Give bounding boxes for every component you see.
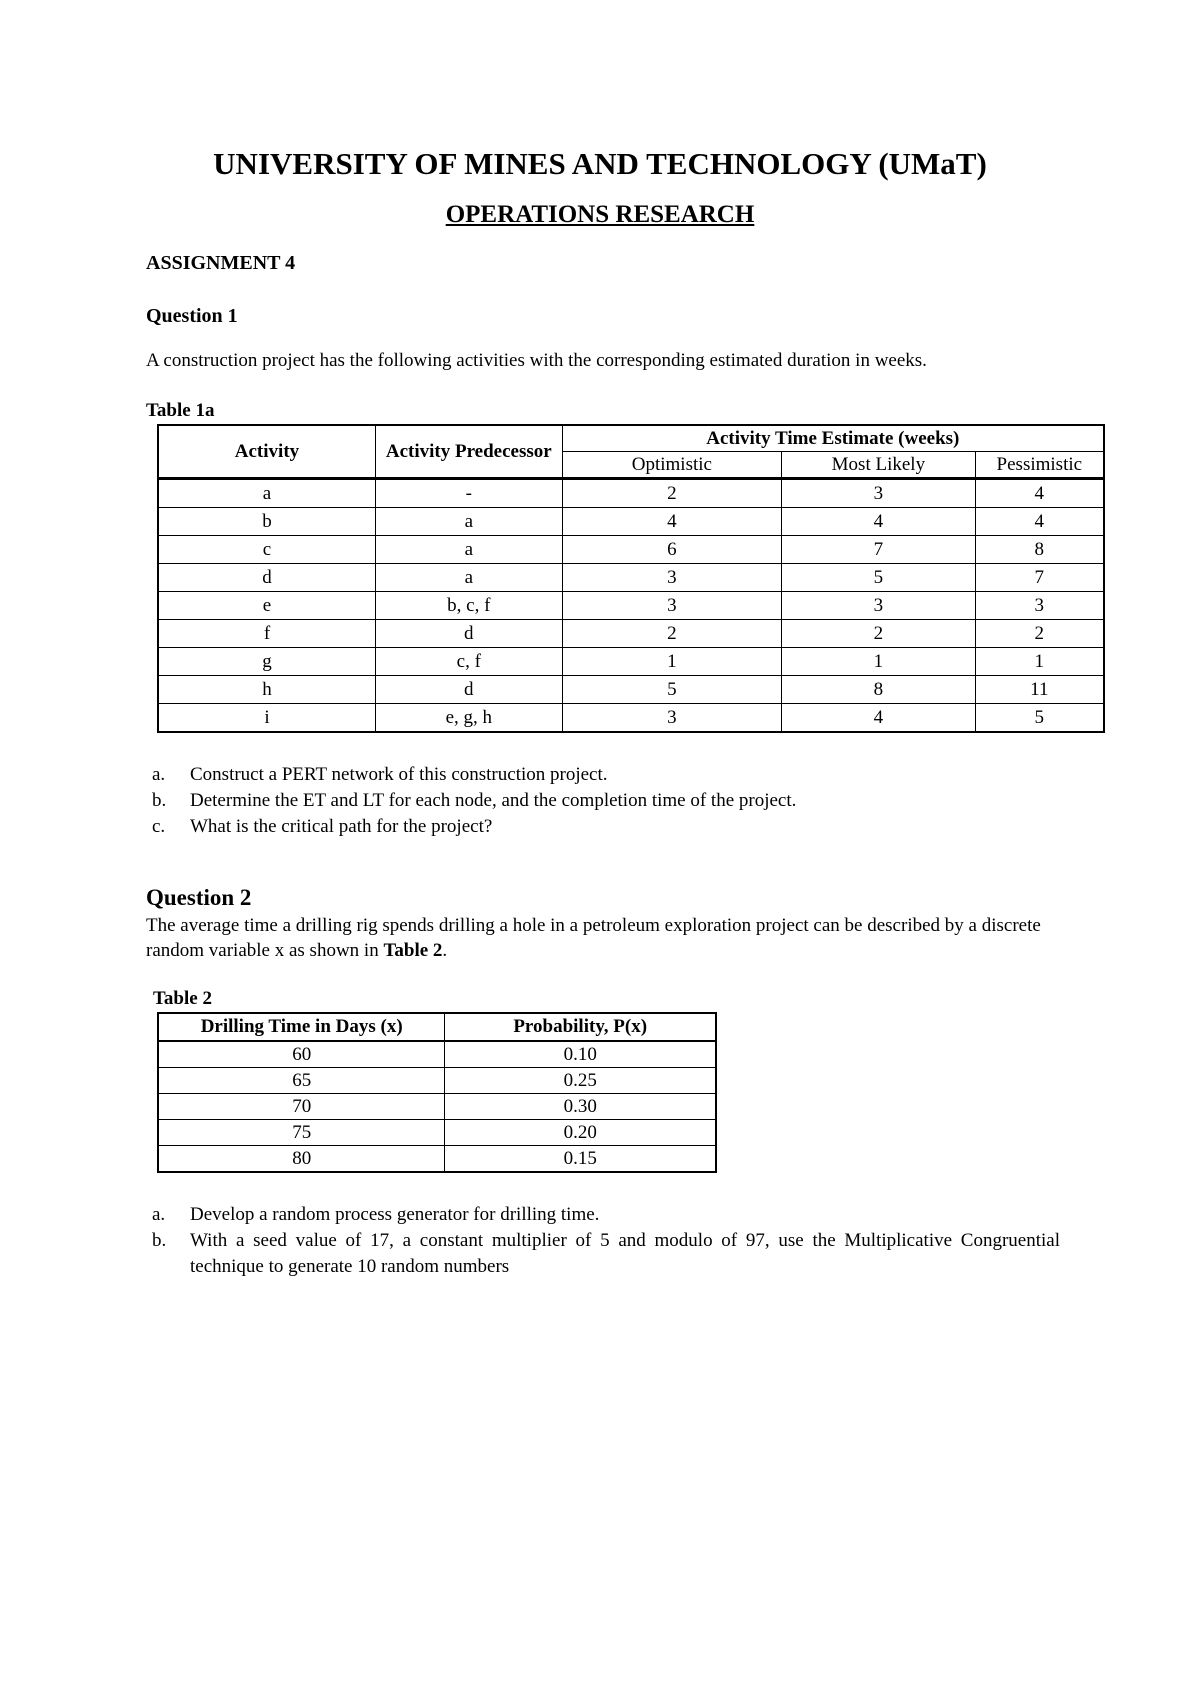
table-cell: i (158, 704, 375, 733)
question-2-intro-end: . (442, 940, 448, 961)
question-1-items (152, 762, 796, 840)
table-cell: 0.20 (445, 1120, 716, 1146)
table-cell: 8 (782, 676, 975, 704)
question-1-intro: A construction project has the following activities with the corresponding estimated duration in weeks. (146, 350, 927, 371)
table-cell: 75 (158, 1120, 445, 1146)
list-item-label: c. (152, 816, 166, 837)
list-item-text: With a seed value of 17, a constant multiplier of 5 and modulo of 97, use the Multiplicative Congruential technique to generate 10 random numbers (190, 1230, 1060, 1277)
header-time-estimate: Activity Time Estimate (weeks) (562, 425, 1104, 452)
activity-row (158, 479, 1104, 508)
list-item-text: Develop a random process generator for drilling time. (190, 1204, 600, 1225)
table-cell: a (375, 564, 562, 592)
table-cell: 11 (975, 676, 1104, 704)
table-cell: 1 (562, 648, 782, 676)
drilling-row (158, 1120, 716, 1146)
university-title: UNIVERSITY OF MINES AND TECHNOLOGY (UMaT) (213, 146, 987, 181)
table-cell: 1 (975, 648, 1104, 676)
activity-row (158, 508, 1104, 536)
header-predecessor: Activity Predecessor (375, 425, 562, 479)
table-cell: d (375, 676, 562, 704)
table-cell: 2 (562, 620, 782, 648)
table-cell: f (158, 620, 375, 648)
activity-row (158, 536, 1104, 564)
table-cell: 3 (782, 592, 975, 620)
table-cell: d (158, 564, 375, 592)
list-item-text: Determine the ET and LT for each node, and the completion time of the project. (190, 790, 797, 811)
table-cell: h (158, 676, 375, 704)
question-1-title: Question 1 (146, 305, 238, 327)
table-cell: 4 (782, 508, 975, 536)
table-cell: 0.15 (445, 1146, 716, 1173)
question-2-intro-text: The average time a drilling rig spends drilling a hole in a petroleum exploration project can be described by a discrete random variable x as shown in (146, 915, 1041, 961)
drilling-row (158, 1041, 716, 1068)
list-item-label: a. (152, 764, 166, 785)
table-cell: 7 (782, 536, 975, 564)
table-cell: 4 (975, 508, 1104, 536)
table-cell: g (158, 648, 375, 676)
table-cell: 2 (562, 479, 782, 508)
list-item (152, 814, 796, 840)
table-cell: 4 (562, 508, 782, 536)
table-2-caption: Table 2 (153, 988, 212, 1009)
table-cell: 5 (975, 704, 1104, 733)
table-cell: 1 (782, 648, 975, 676)
table-cell: 3 (975, 592, 1104, 620)
question-2-intro (146, 913, 1066, 963)
table-cell: 0.25 (445, 1068, 716, 1094)
table-cell: a (375, 536, 562, 564)
table-cell: e (158, 592, 375, 620)
assignment-title: ASSIGNMENT 4 (146, 252, 296, 274)
list-item-label: b. (152, 1230, 167, 1251)
activity-row (158, 620, 1104, 648)
activity-table (157, 424, 1105, 733)
list-item (152, 1202, 1060, 1228)
list-item-text: What is the critical path for the project? (190, 816, 493, 837)
table-cell: 0.10 (445, 1041, 716, 1068)
header-optimistic: Optimistic (562, 452, 782, 479)
header-drilling-time: Drilling Time in Days (x) (158, 1013, 445, 1041)
table-cell: b (158, 508, 375, 536)
list-item-label: b. (152, 790, 167, 811)
drilling-row (158, 1146, 716, 1173)
table-cell: 5 (782, 564, 975, 592)
activity-row (158, 592, 1104, 620)
question-2-table-ref: Table 2 (383, 940, 443, 961)
course-title: OPERATIONS RESEARCH (445, 201, 755, 228)
table-cell: a (158, 479, 375, 508)
table-cell: 3 (562, 564, 782, 592)
header-activity: Activity (158, 425, 375, 479)
drilling-time-table-body (158, 1041, 716, 1172)
table-cell: 60 (158, 1041, 445, 1068)
table-cell: b, c, f (375, 592, 562, 620)
drilling-row (158, 1068, 716, 1094)
table-cell: 0.30 (445, 1094, 716, 1120)
table-cell: 3 (782, 479, 975, 508)
table-cell: 4 (782, 704, 975, 733)
table-cell: 80 (158, 1146, 445, 1173)
question-2-title: Question 2 (146, 885, 252, 910)
question-2-items (152, 1202, 1060, 1280)
header-pessimistic: Pessimistic (975, 452, 1104, 479)
header-most-likely: Most Likely (782, 452, 975, 479)
table-cell: 6 (562, 536, 782, 564)
table-cell: 65 (158, 1068, 445, 1094)
table-cell: c (158, 536, 375, 564)
table-cell: 4 (975, 479, 1104, 508)
table-cell: 2 (975, 620, 1104, 648)
table-cell: 7 (975, 564, 1104, 592)
table-cell: 3 (562, 592, 782, 620)
activity-row (158, 564, 1104, 592)
table-cell: a (375, 508, 562, 536)
activity-row (158, 648, 1104, 676)
list-item (152, 1228, 1060, 1280)
activity-row (158, 704, 1104, 733)
table-cell: 5 (562, 676, 782, 704)
table-cell: - (375, 479, 562, 508)
activity-row (158, 676, 1104, 704)
list-item (152, 762, 796, 788)
table-cell: c, f (375, 648, 562, 676)
table-cell: 3 (562, 704, 782, 733)
drilling-row (158, 1094, 716, 1120)
list-item-label: a. (152, 1204, 166, 1225)
activity-table-body (158, 479, 1104, 733)
table-cell: d (375, 620, 562, 648)
table-cell: 2 (782, 620, 975, 648)
table-cell: 8 (975, 536, 1104, 564)
drilling-time-table (157, 1012, 717, 1173)
list-item (152, 788, 796, 814)
list-item-text: Construct a PERT network of this construction project. (190, 764, 608, 785)
header-probability: Probability, P(x) (445, 1013, 716, 1041)
table-cell: e, g, h (375, 704, 562, 733)
table-1a-caption: Table 1a (146, 400, 215, 421)
table-cell: 70 (158, 1094, 445, 1120)
